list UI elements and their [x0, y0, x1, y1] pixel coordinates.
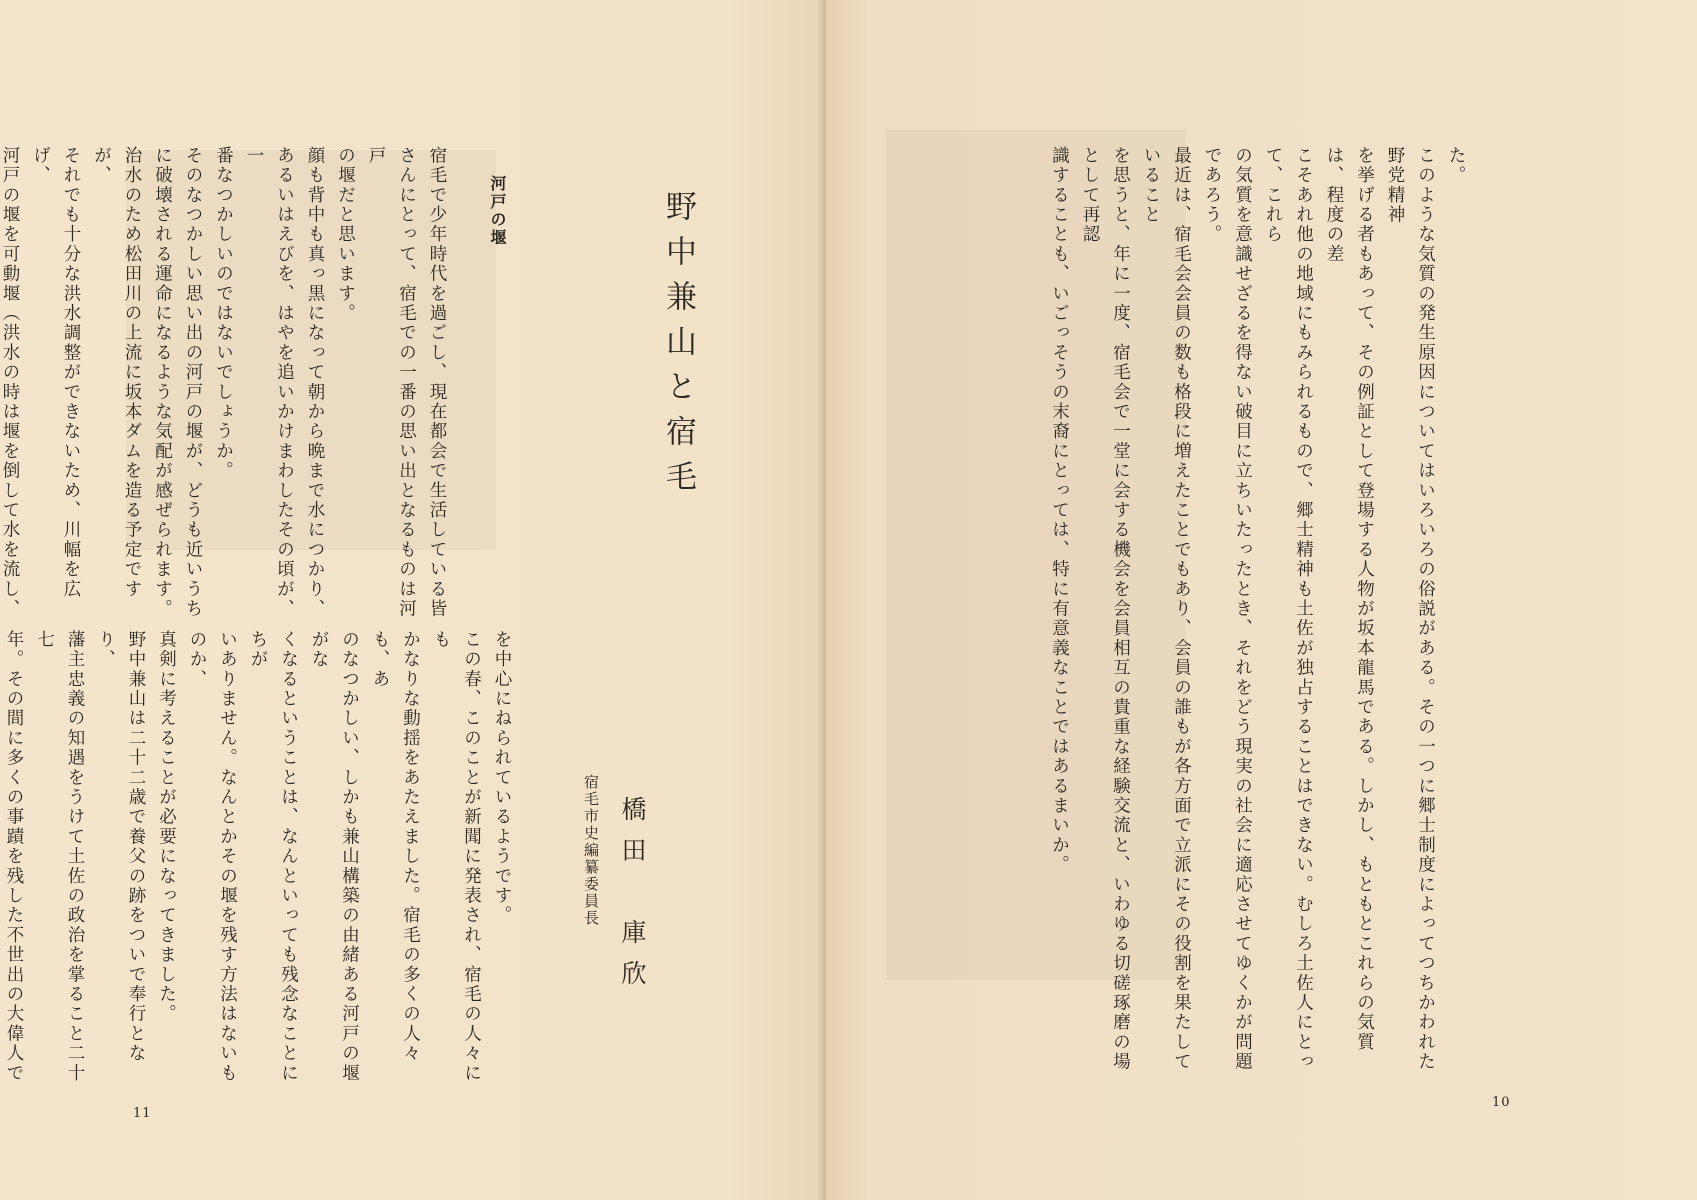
left-upper-line: 治水のため松田川の上流に坂本ダムを造る予定ですが、 — [91, 146, 142, 600]
left-page — [0, 0, 826, 1200]
left-lower-line: くなるということは、なんといっても残念なことにちが — [248, 630, 299, 1084]
right-body-line: を挙げる者もあって、その例証として登場する人物が坂本龍馬である。しかし、もともとこれらの気質は、程度の差 — [1324, 146, 1375, 1053]
left-lower-text — [0, 630, 517, 1090]
left-upper-line: に破壊される運命になるような気配が感ぜられます。 — [152, 146, 173, 619]
right-body-line: 最近は、宿毛会会員の数も格段に増えたことでもあり、会員の誰もが各方面で立派にその役割を果たしていること — [1141, 146, 1192, 1072]
page-number-left: 11 — [133, 1106, 152, 1121]
left-upper-line: あるいはえびを、はやを追いかけまわしたその頃が、一 — [244, 146, 295, 619]
left-upper-text — [0, 146, 452, 626]
left-upper-line: そのなつかしい思い出の河戸の堰が、どうも近いうち — [183, 146, 203, 619]
right-body-line: を思うと、年に一度、宿毛会で一堂に会する機会を会員相互の貴重な経験交流と、いわゆる切磋琢磨の場として再認 — [1080, 146, 1131, 1072]
left-lower-line: 年。その間に多くの事蹟を残した不世出の大偉人で — [4, 630, 24, 1084]
right-body-line: の気質を意識せざるを得ない破目に立ちいたったとき、それをどう現実の社会に適応させてゆくかが問題であろう。 — [1202, 146, 1253, 1072]
section-heading: 河戸の堰 — [488, 175, 507, 247]
left-upper-line: 河戸の堰を可動堰（洪水の時は堰を倒して水を流し、 — [0, 146, 20, 619]
left-upper-line: 顔も背中も真っ黒になって朝から晩まで水につかり、 — [305, 146, 325, 619]
author-affiliation: 宿毛市史編纂委員長 — [582, 774, 600, 927]
page-number-right: 10 — [1492, 1095, 1511, 1110]
right-page — [826, 0, 1697, 1200]
left-lower-line: 野中兼山は二十二歳で養父の跡をついで奉行となり、 — [95, 630, 146, 1064]
left-lower-line: かなりな動揺をあたえました。宿毛の多くの人々も、あ — [370, 630, 421, 1064]
right-body-line: こそあれ他の地域にもみられるもので、郷士精神も土佐が独占することはできない。むしろ土佐人にとって、これら — [1263, 146, 1314, 1072]
left-upper-line: の堰だと思います。 — [335, 146, 356, 324]
left-lower-line: を中心にねられているようです。 — [492, 630, 512, 926]
left-lower-line: この春、このことが新聞に発表され、宿毛の人々にも — [431, 630, 482, 1084]
right-body-line: 識することも、いごっそうの末裔にとっては、特に有意義なことではあるまいか。 — [1049, 146, 1070, 875]
left-upper-line: 宿毛で少年時代を過ごし、現在都会で生活している皆 — [427, 146, 447, 619]
left-lower-line: 藩主忠義の知遇をうけて土佐の政治を掌ること二十七 — [34, 630, 85, 1084]
left-lower-line: のなつかしい、しかも兼山構築の由緒ある河戸の堰がな — [309, 630, 360, 1084]
left-upper-line: それでも十分な洪水調整ができないため、川幅を広げ、 — [30, 146, 81, 600]
left-lower-line: 真剣に考えることが必要になってきました。 — [156, 630, 177, 1024]
right-body-line: た。 — [1446, 146, 1466, 186]
author-name: 橋田 庫欣 — [618, 796, 647, 1001]
article-title: 野中兼山と宿毛 — [660, 190, 696, 505]
right-body-text — [1044, 146, 1471, 1086]
left-lower-line: いありません。なんとかその堰を残す方法はないものか、 — [187, 630, 238, 1084]
left-upper-line: 番なつかしいのではないでしょうか。 — [213, 146, 234, 481]
left-upper-line: さんにとって、宿毛での一番の思い出となるものは河戸 — [366, 146, 417, 619]
right-body-line: このような気質の発生原因についてはいろいろの俗説がある。その一つに郷士制度によってつちかわれた野党精神 — [1385, 146, 1436, 1072]
